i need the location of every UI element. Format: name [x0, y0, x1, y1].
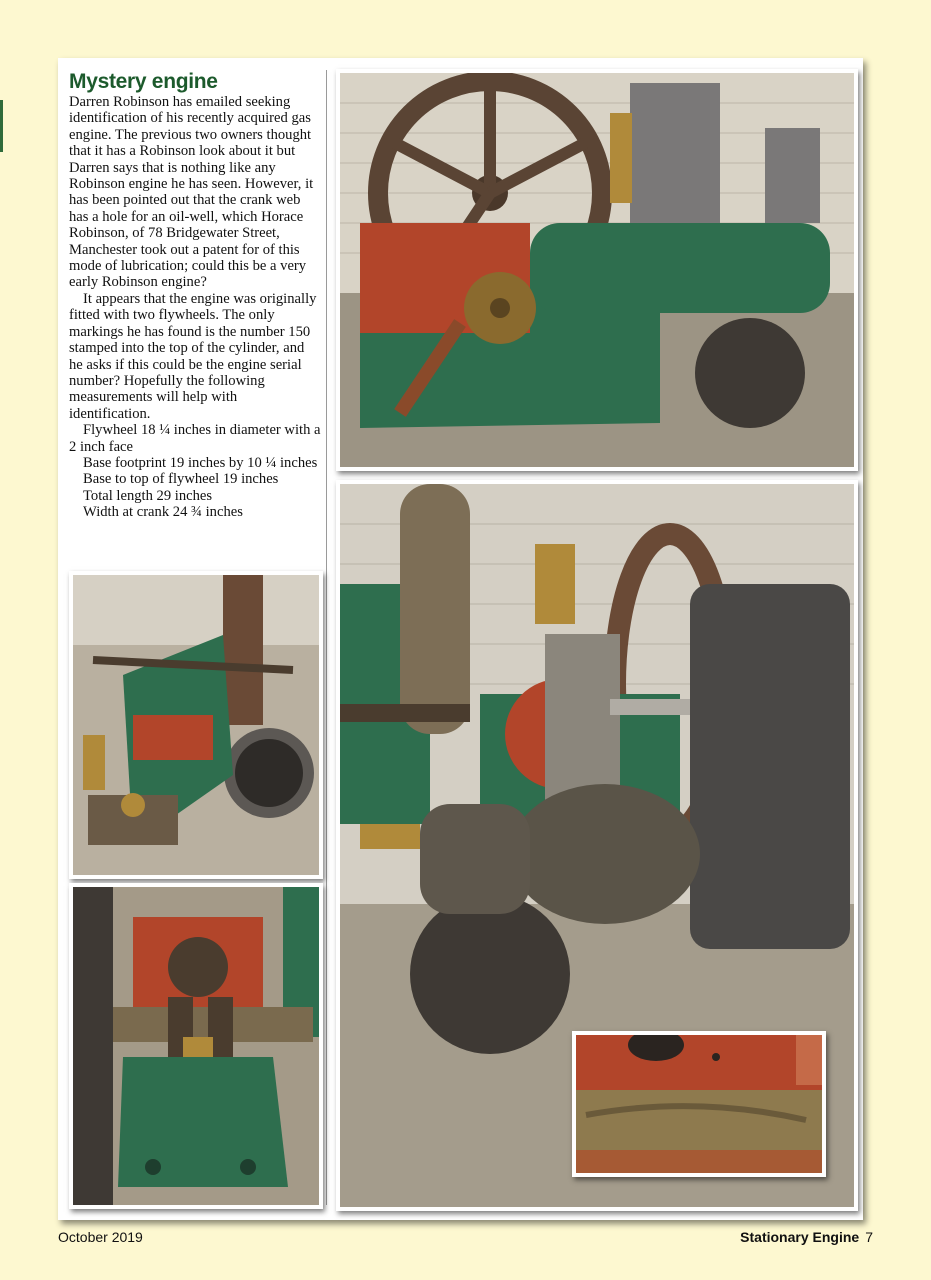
footer-issue-date: October 2019 — [58, 1229, 143, 1245]
article-headline: Mystery engine — [69, 70, 218, 93]
article-column — [69, 70, 321, 521]
article-paragraph: Darren Robinson has emailed seeking identification of his recently acquired gas engine. The previous two owners thought that it has a Robinson look about it but Darren says that is nothing like any Robinson engine he has seen. However, it has been pointed out that the crank web has a hole for an oil-well, which Horace Robinson, of 78 Bridgewater Street, Manchester took out a patent for of this mode of lubrication; could this be a very early Robinson engine? — [69, 94, 314, 291]
magazine-title: Stationary Engine — [740, 1229, 860, 1245]
article-body — [69, 94, 321, 521]
measurement-line: Width at crank 24 ¾ inches — [83, 504, 243, 521]
engine-top-view-photo — [69, 571, 323, 879]
measurement-line: Total length 29 inches — [83, 487, 213, 504]
footer-masthead — [740, 1229, 873, 1245]
engine-crank-closeup-photo — [69, 883, 323, 1209]
engine-side-view-photo — [336, 69, 858, 471]
column-divider — [326, 70, 327, 1205]
measurement-line: Flywheel 18 ¼ inches in diameter with a 2 inch face — [69, 422, 321, 455]
measurement-line: Base footprint 19 inches by 10 ¼ inches — [83, 454, 318, 471]
article-paragraph: It appears that the engine was originally fitted with two flywheels. The only markings he has found is the number 150 stamped into the top of the cylinder, and he asks if this could be the engine serial number? Hopefully the following measurements will help with identification. — [69, 290, 317, 422]
cylinder-stamp-inset-photo — [572, 1031, 826, 1177]
margin-tab-marker — [0, 100, 3, 152]
measurement-line: Base to top of flywheel 19 inches — [83, 471, 279, 488]
page-number: 7 — [865, 1229, 873, 1245]
